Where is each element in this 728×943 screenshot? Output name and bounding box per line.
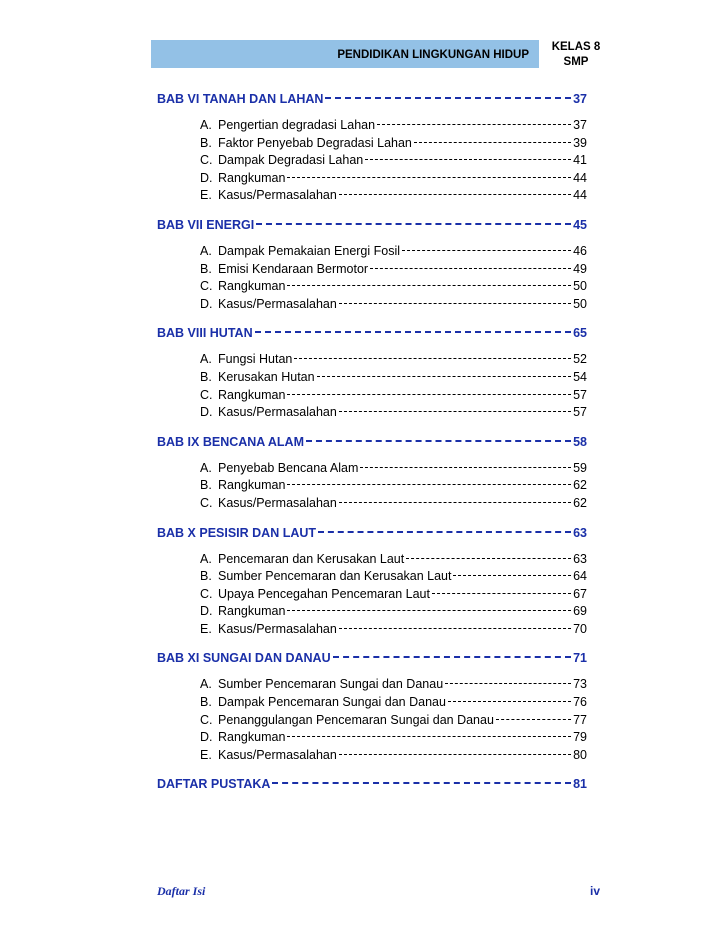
item-letter: A. [200,551,212,566]
toc-item-entry[interactable] [157,297,587,315]
item-title: Faktor Penyebab Degradasi Lahan [218,135,412,150]
item-title: Sumber Pencemaran Sungai dan Danau [218,677,444,692]
item-page-number: 52 [573,352,587,367]
toc-item-entry[interactable] [157,352,587,370]
item-title: Rangkuman [218,730,286,745]
toc-item-entry[interactable] [157,695,587,713]
dot-leader [287,736,571,737]
toc-chapter-entry[interactable] [157,435,587,455]
dot-leader [339,411,571,412]
dot-leader [317,376,572,377]
item-letter: B. [200,569,212,584]
item-title: Kasus/Permasalahan [218,747,337,762]
toc-item-entry[interactable] [157,118,587,136]
item-page-number: 39 [573,135,587,150]
header-class-line2: SMP [563,56,589,68]
chapter-items [157,352,587,422]
item-letter: C. [200,387,213,402]
item-page-number: 41 [573,153,587,168]
item-page-number: 50 [573,279,587,294]
dot-leader [377,124,571,125]
header-class-label [541,40,611,70]
toc-item-entry[interactable] [157,279,587,297]
item-page-number: 44 [573,188,587,203]
item-letter: A. [200,118,212,132]
toc-item-entry[interactable] [157,405,587,423]
item-letter: C. [200,586,213,601]
toc-chapter-entry[interactable] [157,526,587,546]
item-page-number: 57 [573,405,587,420]
footer-section-label: Daftar Isi [157,884,206,898]
dot-leader [318,531,571,533]
toc-item-entry[interactable] [157,552,587,570]
item-page-number: 79 [573,730,587,745]
dot-leader [360,467,571,468]
toc-item-entry[interactable] [157,461,587,479]
item-letter: C. [200,495,213,510]
item-page-number: 67 [573,586,587,601]
item-page-number: 70 [573,621,587,636]
chapter-page-number: 37 [573,92,587,106]
item-title: Dampak Degradasi Lahan [218,153,364,168]
dot-leader [496,719,571,720]
item-page-number: 37 [573,118,587,132]
toc-item-entry[interactable] [157,188,587,206]
dot-leader [406,558,571,559]
item-title: Dampak Pemakaian Energi Fosil [218,243,401,258]
chapter-page-number: 63 [573,525,587,540]
dot-leader [255,331,571,333]
item-page-number: 62 [573,478,587,493]
dot-leader [287,177,571,178]
item-page-number: 54 [573,369,587,384]
item-title: Emisi Kendaraan Bermotor [218,261,369,276]
item-page-number: 80 [573,747,587,762]
item-title: Rangkuman [218,387,286,402]
dot-leader [339,194,571,195]
toc-item-entry[interactable] [157,171,587,189]
toc-item-entry[interactable] [157,587,587,605]
item-page-number: 69 [573,604,587,619]
dot-leader [294,358,571,359]
item-letter: C. [200,279,213,294]
dot-leader [365,159,571,160]
item-page-number: 59 [573,460,587,475]
item-title: Penyebab Bencana Alam [218,460,359,475]
dot-leader [256,223,571,225]
dot-leader [287,610,571,611]
dot-leader [306,440,571,442]
toc-item-entry[interactable] [157,622,587,640]
item-title: Rangkuman [218,604,286,619]
chapter-title: BAB VII ENERGI [157,217,255,232]
item-letter: E. [200,747,212,762]
chapter-page-number: 81 [573,777,587,792]
item-page-number: 64 [573,569,587,584]
item-title: Sumber Pencemaran dan Kerusakan Laut [218,569,452,584]
dot-leader [445,683,571,684]
item-title: Rangkuman [218,279,286,294]
dot-leader [325,97,571,99]
item-title: Kasus/Permasalahan [218,188,337,203]
toc-item-entry[interactable] [157,478,587,496]
item-title: Kerusakan Hutan [218,369,315,384]
toc-chapter-entry[interactable] [157,326,587,346]
chapter-title: BAB X PESISIR DAN LAUT [157,525,317,540]
toc-item-entry[interactable] [157,370,587,388]
item-letter: A. [200,243,212,258]
toc-chapter-entry[interactable] [157,777,587,797]
item-letter: A. [200,352,212,367]
item-title: Pengertian degradasi Lahan [218,118,376,132]
toc-item-entry[interactable] [157,730,587,748]
toc-item-entry[interactable] [157,388,587,406]
toc-item-entry[interactable] [157,604,587,622]
dot-leader [453,575,571,576]
dot-leader [287,394,571,395]
toc-item-entry[interactable] [157,569,587,587]
item-title: Fungsi Hutan [218,352,293,367]
dot-leader [287,484,571,485]
chapter-page-number: 65 [573,326,587,341]
chapter-title: BAB VIII HUTAN [157,326,253,341]
toc-item-entry[interactable] [157,748,587,766]
item-page-number: 77 [573,712,587,727]
toc-item-entry[interactable] [157,136,587,154]
item-page-number: 44 [573,170,587,185]
dot-leader [339,628,571,629]
dot-leader [339,303,571,304]
header-class-line1: KELAS 8 [551,41,601,53]
dot-leader [272,782,571,784]
chapter-title: BAB VI TANAH DAN LAHAN [157,92,324,106]
toc-item-entry[interactable] [157,677,587,695]
toc-chapter-entry[interactable] [157,92,587,112]
item-letter: A. [200,460,212,475]
chapter-items [157,244,587,314]
item-letter: D. [200,730,213,745]
item-letter: D. [200,604,213,619]
chapter-items [157,118,587,206]
item-page-number: 50 [573,296,587,311]
item-letter: D. [200,170,213,185]
item-letter: B. [200,478,212,493]
item-letter: D. [200,296,213,311]
dot-leader [414,142,571,143]
item-title: Pencemaran dan Kerusakan Laut [218,551,405,566]
item-letter: B. [200,695,212,710]
item-title: Upaya Pencegahan Pencemaran Laut [218,586,430,601]
dot-leader [402,250,571,251]
item-title: Kasus/Permasalahan [218,621,337,636]
toc-item-entry[interactable] [157,262,587,280]
item-title: Kasus/Permasalahan [218,405,337,420]
chapter-title: DAFTAR PUSTAKA [157,777,271,792]
dot-leader [448,701,571,702]
item-page-number: 57 [573,387,587,402]
dot-leader [432,593,571,594]
toc-item-entry[interactable] [157,496,587,514]
item-title: Dampak Pencemaran Sungai dan Danau [218,695,446,710]
dot-leader [339,754,571,755]
chapter-title: BAB XI SUNGAI DAN DANAU [157,651,331,666]
item-letter: C. [200,153,213,168]
item-letter: B. [200,135,212,150]
chapter-page-number: 71 [573,651,587,666]
item-page-number: 63 [573,551,587,566]
toc-item-entry[interactable] [157,713,587,731]
toc-item-entry[interactable] [157,153,587,171]
chapter-items [157,677,587,765]
item-letter: B. [200,261,212,276]
item-title: Rangkuman [218,170,286,185]
chapter-title: BAB IX BENCANA ALAM [157,434,304,449]
item-title: Penanggulangan Pencemaran Sungai dan Danau [218,712,494,727]
table-of-contents [157,92,587,797]
toc-chapter-entry[interactable] [157,651,587,671]
toc-item-entry[interactable] [157,244,587,262]
footer-page-number: iv [590,884,601,898]
item-title: Rangkuman [218,478,286,493]
chapter-items [157,461,587,514]
chapter-page-number: 58 [573,434,587,449]
item-letter: C. [200,712,213,727]
item-letter: E. [200,621,212,636]
item-letter: A. [200,677,212,692]
dot-leader [370,268,571,269]
item-page-number: 49 [573,261,587,276]
dot-leader [333,656,571,658]
chapter-items [157,552,587,640]
item-title: Kasus/Permasalahan [218,495,337,510]
item-letter: B. [200,369,212,384]
item-page-number: 62 [573,495,587,510]
header-title: PENDIDIKAN LINGKUNGAN HIDUP [337,49,529,61]
dot-leader [287,285,571,286]
chapter-page-number: 45 [573,217,587,232]
item-letter: D. [200,405,213,420]
item-page-number: 76 [573,695,587,710]
item-letter: E. [200,188,212,203]
toc-chapter-entry[interactable] [157,218,587,238]
dot-leader [339,502,571,503]
item-page-number: 73 [573,677,587,692]
item-page-number: 46 [573,243,587,258]
item-title: Kasus/Permasalahan [218,296,337,311]
